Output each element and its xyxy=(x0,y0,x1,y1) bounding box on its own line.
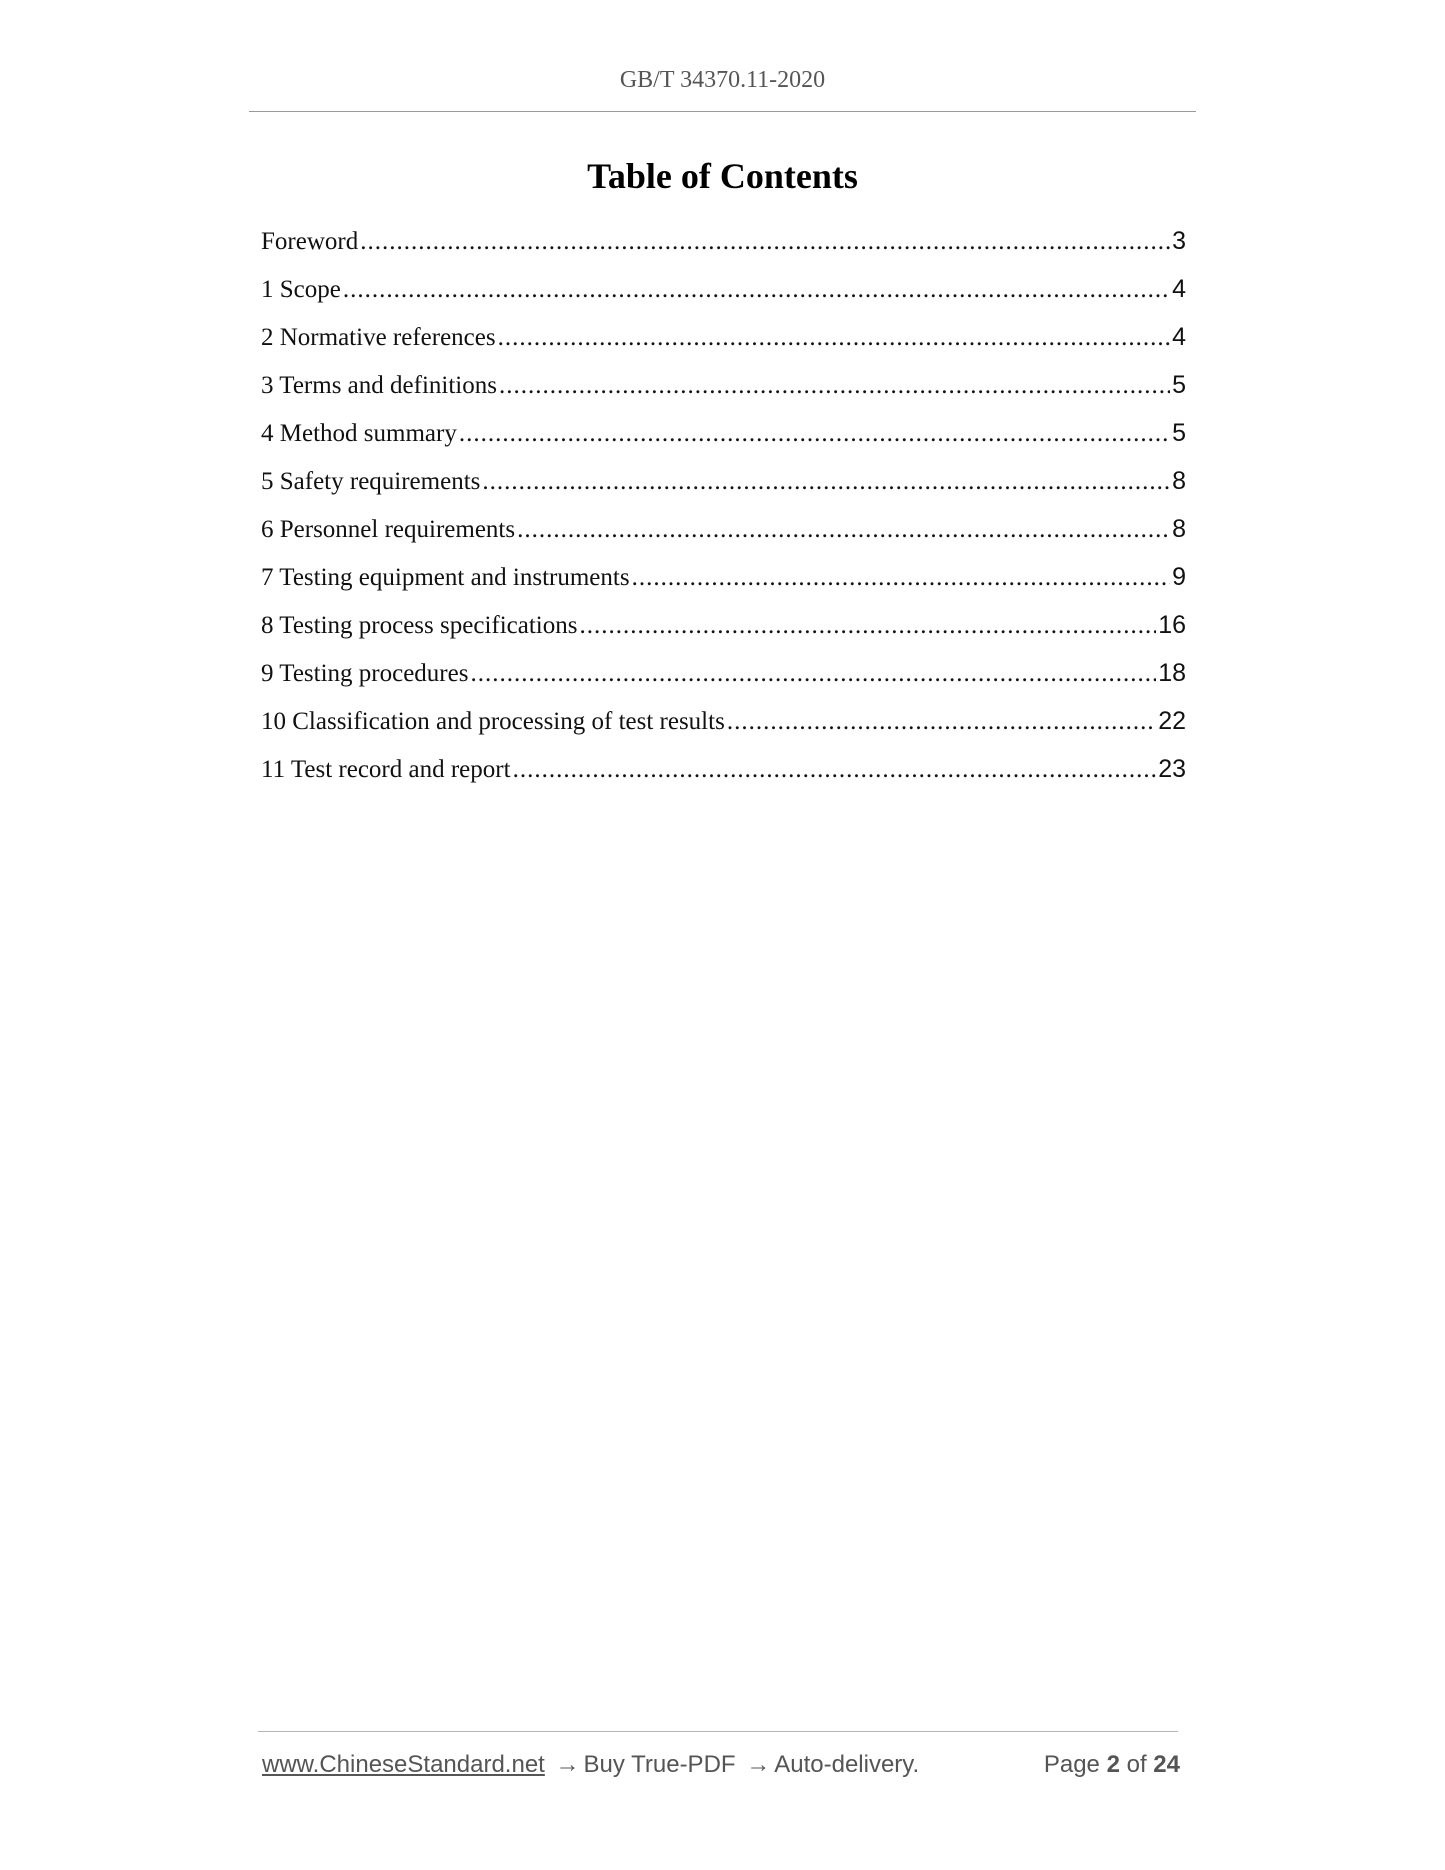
toc-dot-leader xyxy=(470,654,1156,694)
toc-title: Table of Contents xyxy=(587,156,858,196)
toc-entry-label: 1 Scope xyxy=(261,276,341,303)
toc-entry-page: 22 xyxy=(1158,707,1186,735)
toc-list xyxy=(261,221,1186,797)
toc-dot-leader xyxy=(579,606,1156,646)
toc-dot-leader xyxy=(482,462,1170,502)
of-word: of xyxy=(1126,1751,1147,1778)
toc-dot-leader xyxy=(727,702,1156,742)
toc-entry-label: 4 Method summary xyxy=(261,420,457,447)
toc-entry-scope[interactable] xyxy=(261,269,1186,317)
arrow-right-icon: → xyxy=(746,1751,771,1778)
toc-dot-leader xyxy=(499,366,1170,406)
toc-entry-safety-requirements[interactable] xyxy=(261,461,1186,509)
toc-dot-leader xyxy=(513,750,1157,790)
toc-entry-label: 10 Classification and processing of test results xyxy=(261,708,725,735)
toc-entry-testing-procedures[interactable] xyxy=(261,653,1186,701)
toc-entry-page: 18 xyxy=(1158,659,1186,687)
footer-divider xyxy=(258,1731,1178,1732)
toc-dot-leader xyxy=(632,558,1171,598)
toc-entry-label: Foreword xyxy=(261,228,359,255)
toc-entry-label: 2 Normative references xyxy=(261,324,496,351)
current-page-number: 2 xyxy=(1106,1751,1120,1778)
toc-dot-leader xyxy=(343,270,1170,310)
toc-entry-page: 8 xyxy=(1172,515,1186,543)
toc-entry-label: 9 Testing procedures xyxy=(261,660,469,687)
toc-entry-page: 8 xyxy=(1172,467,1186,495)
toc-entry-page: 4 xyxy=(1172,275,1186,303)
toc-entry-normative-references[interactable] xyxy=(261,317,1186,365)
toc-entry-label: 5 Safety requirements xyxy=(261,468,481,495)
toc-entry-terms-and-definitions[interactable] xyxy=(261,365,1186,413)
toc-entry-personnel-requirements[interactable] xyxy=(261,509,1186,557)
toc-entry-page: 5 xyxy=(1172,371,1186,399)
toc-entry-label: 11 Test record and report xyxy=(261,756,511,783)
page-word: Page xyxy=(1043,1751,1100,1778)
document-header-id: GB/T 34370.11-2020 xyxy=(619,67,826,93)
toc-entry-label: 8 Testing process specifications xyxy=(261,612,578,639)
arrow-right-icon: → xyxy=(555,1751,580,1778)
toc-entry-page: 23 xyxy=(1158,755,1186,783)
header-divider xyxy=(249,111,1196,112)
toc-dot-leader xyxy=(459,414,1170,454)
buy-pdf-text: Buy True-PDF xyxy=(583,1751,736,1778)
auto-delivery-text: Auto-delivery. xyxy=(774,1751,920,1778)
toc-entry-testing-process-specifications[interactable] xyxy=(261,605,1186,653)
toc-entry-label: 6 Personnel requirements xyxy=(261,516,516,543)
toc-entry-page: 3 xyxy=(1172,227,1186,255)
website-link[interactable]: www.ChineseStandard.net xyxy=(262,1751,545,1778)
toc-entry-classification-of-results[interactable] xyxy=(261,701,1186,749)
toc-entry-testing-equipment[interactable] xyxy=(261,557,1186,605)
toc-entry-page: 9 xyxy=(1172,563,1186,591)
toc-entry-page: 5 xyxy=(1172,419,1186,447)
toc-dot-leader xyxy=(360,222,1170,262)
page-footer xyxy=(262,1748,1180,1782)
toc-entry-method-summary[interactable] xyxy=(261,413,1186,461)
toc-entry-foreword[interactable] xyxy=(261,221,1186,269)
toc-entry-page: 4 xyxy=(1172,323,1186,351)
toc-entry-label: 3 Terms and definitions xyxy=(261,372,497,399)
toc-entry-label: 7 Testing equipment and instruments xyxy=(261,564,630,591)
toc-entry-test-record-and-report[interactable] xyxy=(261,749,1186,797)
toc-dot-leader xyxy=(517,510,1170,550)
page-indicator xyxy=(1044,1748,1180,1782)
toc-entry-page: 16 xyxy=(1158,611,1186,639)
total-pages-number: 24 xyxy=(1153,1751,1180,1778)
toc-dot-leader xyxy=(498,318,1170,358)
